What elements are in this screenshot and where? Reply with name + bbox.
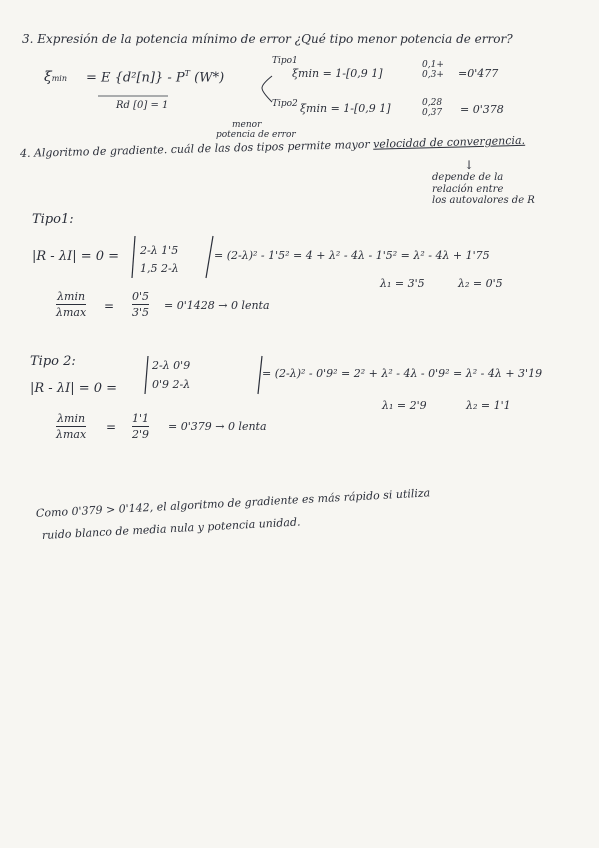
tipo2-ratio-values: 1'1 2'9	[132, 412, 150, 441]
tipo1-expansion: = (2-λ)² - 1'5² = 4 + λ² - 4λ - 1'5² = λ² - 4λ + 1'75	[214, 249, 490, 262]
q4-side-note: depende de la relación entre los autovalores de R	[432, 172, 535, 206]
tipo1-characteristic-lhs: |R - λI| = 0 =	[32, 249, 120, 264]
q4-title: 4. Algoritmo de gradiente. cuál de las dos tipos permite mayor velocidad de convergencia.	[19, 133, 526, 160]
tipo2-result: = 0'379 → 0 lenta	[168, 420, 267, 433]
tipo1-matrix: 2-λ 1'5 1,5 2-λ	[140, 244, 179, 275]
tipo1-heading: Tipo1:	[32, 212, 74, 227]
autocorrelation-condition: Rd [0] = 1	[116, 100, 169, 111]
q4-arrow-down: ↓	[464, 158, 475, 172]
xi-min-symbol: ξmin	[44, 69, 68, 85]
tipo2-matrix: 2-λ 0'9 0'9 2-λ	[152, 359, 191, 391]
xi-min-expression: = E $\{d^2[n]\} - P^T$ (W*)	[86, 69, 225, 86]
tipo2-label: Tipo2	[272, 99, 298, 109]
tipo1-expression: ξmin = 1-[0,9 1]	[292, 67, 383, 80]
tipo1-equals: =	[104, 299, 115, 313]
tipo1-result: = 0'1428 → 0 lenta	[164, 299, 270, 312]
tipo2-ratio-symbolic: λmin λmax	[56, 412, 87, 441]
conclusion-line-2: ruido blanco de media nula y potencia unidad.	[41, 515, 301, 542]
tipo2-expansion: = (2-λ)² - 0'9² = 2² + λ² - 4λ - 0'9² = λ² - 4λ + 3'19	[262, 367, 543, 380]
tipo2-characteristic-lhs: |R - λI| = 0 =	[30, 381, 118, 396]
tipo1-ratio-values: 0'5 3'5	[132, 290, 150, 319]
tipo1-ratio-symbolic: λmin λmax	[56, 290, 87, 319]
q3-title: 3. Expresión de la potencia mínimo de error ¿Qué tipo menor potencia de error?	[22, 32, 513, 46]
tipo1-root-2: λ₂ = 0'5	[458, 277, 503, 290]
tipo1-label: Tipo1	[272, 56, 298, 66]
tipo1-result: =0'477	[458, 67, 499, 80]
tipo2-root-2: λ₂ = 1'1	[466, 399, 511, 412]
menor-note: menor	[232, 120, 262, 130]
tipo1-vector: 0,1+ 0,3+	[422, 60, 444, 81]
tipo1-root-1: λ₁ = 3'5	[380, 277, 425, 290]
tipo2-equals: =	[106, 420, 117, 434]
tipo2-expression: ξmin = 1-[0,9 1]	[300, 102, 391, 115]
tipo2-vector: 0,28 0,37	[422, 98, 443, 119]
conclusion-line-1: Como 0'379 > 0'142, el algoritmo de gradiente es más rápido si utiliza	[35, 486, 431, 520]
potencia-error-note: potencia de error	[216, 130, 296, 140]
tipo2-result: = 0'378	[460, 103, 504, 116]
tipo2-root-1: λ₁ = 2'9	[382, 399, 427, 412]
tipo2-heading: Tipo 2:	[30, 354, 76, 369]
